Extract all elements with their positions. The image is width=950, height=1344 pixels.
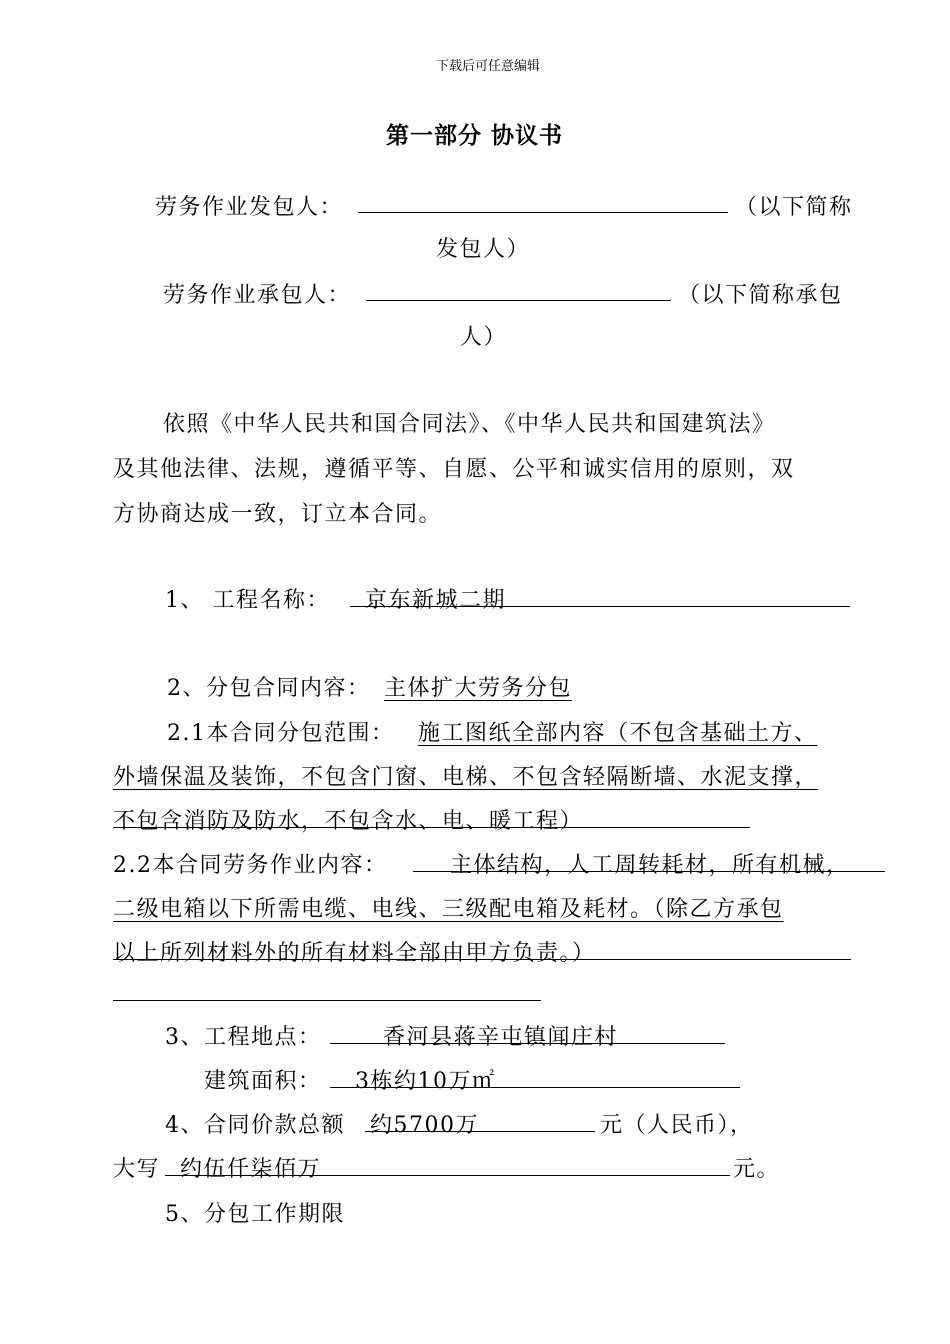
employer-blank [358, 212, 728, 213]
scope-line: 不包含消防及防水，不包含水、电、暖工程） [113, 809, 584, 834]
contractor-label: 劳务作业承包人： [163, 283, 352, 308]
preamble-line: 依照《中华人民共和国合同法》、《中华人民共和国建筑法》 [163, 412, 776, 437]
blank-line [113, 1000, 541, 1001]
price-value: 约5700万 [370, 1113, 479, 1138]
item1-label: 1、 工程名称： [165, 588, 330, 613]
price-unit: 元（人民币）， [600, 1113, 754, 1138]
contractor-suffix: （以下简称承包 [678, 283, 843, 308]
contractor-blank [366, 300, 671, 301]
price-underline [365, 1131, 595, 1132]
location-value: 香河县蒋辛屯镇闻庄村 [383, 1025, 619, 1050]
caps-underline [165, 1175, 730, 1176]
caps-label: 大写 [113, 1157, 161, 1182]
work-content-line: 以上所列材料外的所有材料全部由甲方负责。） [113, 941, 596, 966]
area-label: 建筑面积： [204, 1069, 322, 1094]
contractor-suffix-cont: 人） [460, 325, 508, 350]
location-underline [330, 1043, 725, 1044]
header-note: 下载后可任意编辑 [436, 59, 541, 74]
item2-1-label: 2.1本合同分包范围： [167, 721, 395, 746]
area-value: 3栋约10万㎡ [355, 1069, 496, 1094]
work-content-underline [413, 871, 885, 872]
work-content-line: 主体结构，人工周转耗材，所有机械， [450, 853, 850, 878]
scope-line: 施工图纸全部内容（不包含基础土方、 [418, 721, 818, 746]
item3-label: 3、工程地点： [165, 1025, 322, 1050]
work-content-underline [113, 959, 851, 960]
page-title: 第一部分 协议书 [386, 123, 564, 149]
scope-underline [113, 827, 750, 828]
work-content-line: 二级电箱以下所需电缆、电线、三级配电箱及耗材。（除乙方承包 [113, 897, 784, 922]
caps-unit: 元。 [733, 1157, 781, 1182]
employer-label: 劳务作业发包人： [155, 195, 344, 220]
item4-label: 4、合同价款总额 [165, 1113, 345, 1138]
area-underline [330, 1087, 740, 1088]
preamble-line: 方协商达成一致，订立本合同。 [113, 502, 443, 527]
employer-suffix-cont: 发包人） [436, 237, 531, 262]
item5-label: 5、分包工作期限 [165, 1202, 345, 1227]
project-name-value: 京东新城二期 [365, 588, 507, 613]
preamble-line: 及其他法律、法规，遵循平等、自愿、公平和诚实信用的原则，双 [113, 457, 795, 482]
employer-suffix: （以下简称 [735, 195, 853, 220]
item2-2-label: 2.2本合同劳务作业内容： [113, 853, 388, 878]
contract-content-value: 主体扩大劳务分包 [384, 676, 573, 701]
item2-label: 2、分包合同内容： [167, 676, 371, 701]
caps-value: 约伍仟柒佰万 [180, 1157, 322, 1182]
scope-line: 外墙保温及装饰，不包含门窗、电梯、不包含轻隔断墙、水泥支撑， [113, 765, 819, 790]
project-name-underline [350, 606, 850, 607]
